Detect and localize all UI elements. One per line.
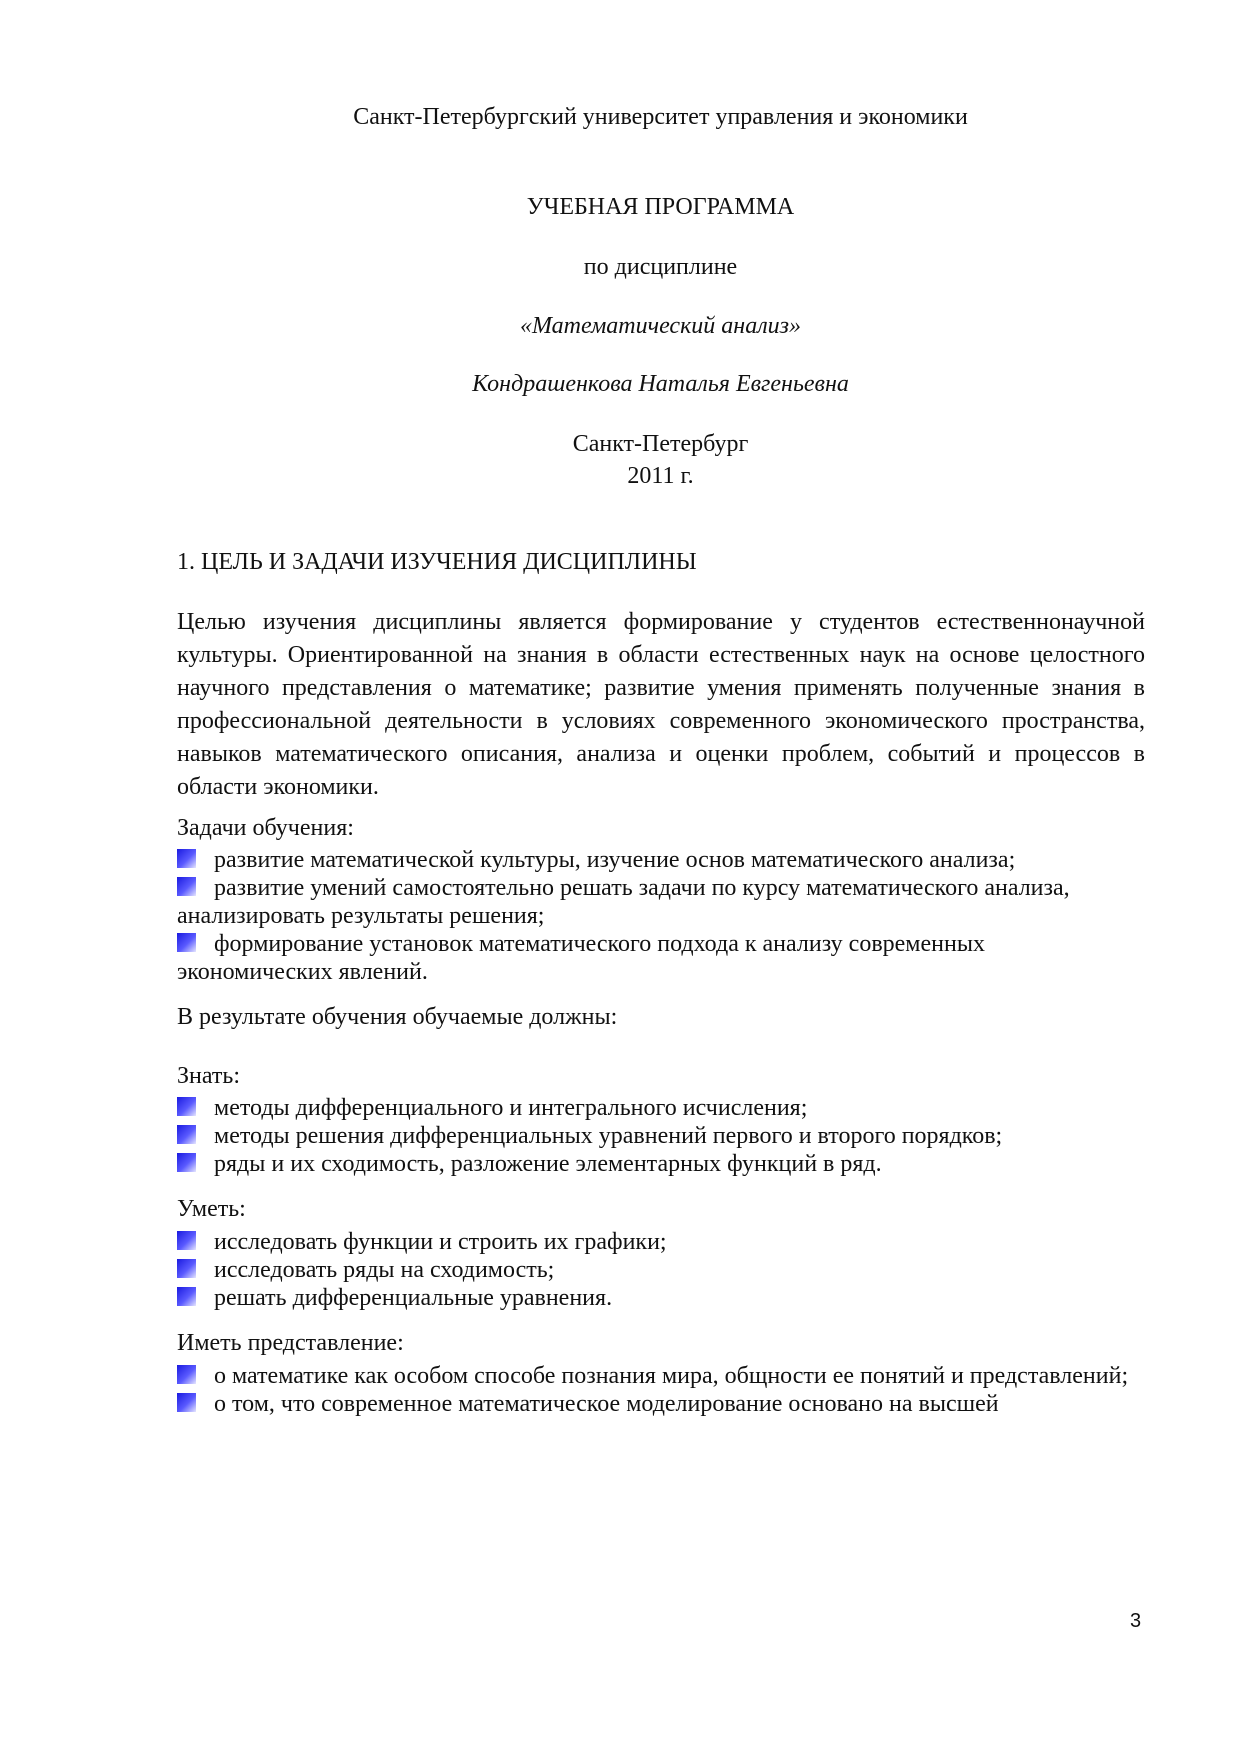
list-item: о математике как особом способе познания мира, общности ее понятий и представлений; bbox=[177, 1362, 1145, 1390]
square-bullet-icon bbox=[177, 1287, 196, 1306]
square-bullet-icon bbox=[177, 1259, 196, 1278]
square-bullet-icon bbox=[177, 1393, 196, 1412]
can-list bbox=[177, 1228, 1145, 1312]
list-item: методы решения дифференциальных уравнений первого и второго порядков; bbox=[177, 1122, 1145, 1150]
square-bullet-icon bbox=[177, 1231, 196, 1250]
square-bullet-icon bbox=[177, 877, 196, 896]
results-intro: В результате обучения обучаемые должны: bbox=[177, 1004, 618, 1030]
square-bullet-icon bbox=[177, 1365, 196, 1384]
square-bullet-icon bbox=[177, 1097, 196, 1116]
page-number: 3 bbox=[1130, 1610, 1142, 1632]
author-name: Кондрашенкова Наталья Евгеньевна bbox=[472, 371, 849, 397]
can-label: Уметь: bbox=[177, 1196, 246, 1222]
know-label: Знать: bbox=[177, 1063, 240, 1089]
list-item: о том, что современное математическое моделирование основано на высшей bbox=[177, 1390, 1145, 1418]
list-item: ряды и их сходимость, разложение элементарных функций в ряд. bbox=[177, 1150, 1145, 1178]
square-bullet-icon bbox=[177, 1125, 196, 1144]
city: Санкт-Петербург bbox=[572, 431, 749, 457]
discipline-name: «Математический анализ» bbox=[519, 313, 802, 339]
goal-paragraph: Целью изучения дисциплины является формирование у студентов естественнонаучной культуры. Ориентированной на знания в области естественных наук на основе целостного научного представления о математике; развитие умения применять полученные знания в профессиональной деятельности в условиях современного экономического пространства, навыков математического описания, анализа и оценки проблем, событий и процессов в области экономики. bbox=[177, 609, 1145, 800]
square-bullet-icon bbox=[177, 1153, 196, 1172]
list-item: методы дифференциального и интегрального исчисления; bbox=[177, 1094, 1145, 1122]
know-list bbox=[177, 1094, 1145, 1178]
idea-label: Иметь представление: bbox=[177, 1330, 404, 1356]
list-item: формирование установок математического подхода к анализу современных экономических явлений. bbox=[177, 931, 985, 985]
document-type: УЧЕБНАЯ ПРОГРАММА bbox=[526, 194, 795, 220]
idea-list bbox=[177, 1362, 1145, 1418]
year: 2011 г. bbox=[627, 463, 694, 489]
list-item: развитие умений самостоятельно решать задачи по курсу математического анализа, анализировать результаты решения; bbox=[177, 875, 1070, 929]
square-bullet-icon bbox=[177, 849, 196, 868]
by-discipline-label: по дисциплине bbox=[583, 254, 738, 280]
tasks-list bbox=[177, 846, 1145, 986]
list-item: исследовать ряды на сходимость; bbox=[177, 1256, 1145, 1284]
square-bullet-icon bbox=[177, 933, 196, 952]
list-item: развитие математической культуры, изучение основ математического анализа; bbox=[177, 846, 1145, 874]
list-item: решать дифференциальные уравнения. bbox=[177, 1284, 1145, 1312]
list-item: исследовать функции и строить их графики; bbox=[177, 1228, 1145, 1256]
section-heading: 1. ЦЕЛЬ И ЗАДАЧИ ИЗУЧЕНИЯ ДИСЦИПЛИНЫ bbox=[177, 549, 697, 575]
university-name: Санкт-Петербургский университет управления и экономики bbox=[353, 104, 968, 130]
tasks-label: Задачи обучения: bbox=[177, 815, 354, 841]
